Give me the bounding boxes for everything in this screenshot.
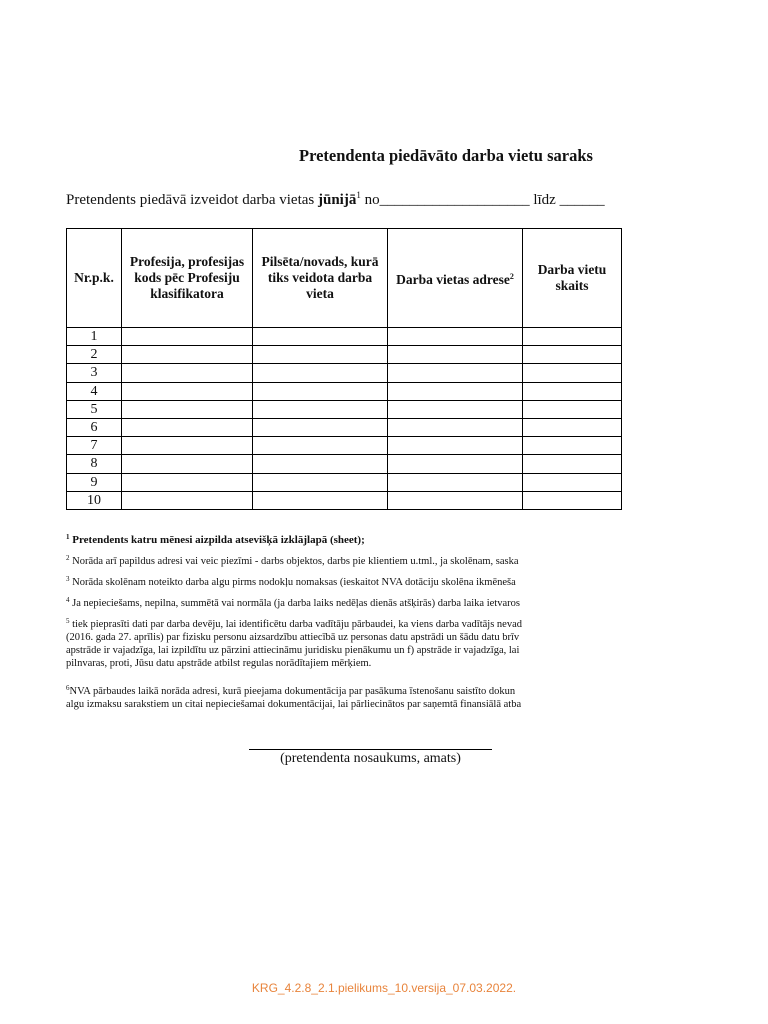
table-row [67, 382, 622, 400]
row-number-cell: 6 [67, 418, 122, 436]
profession-cell [122, 473, 253, 491]
footnote-2 [66, 552, 622, 568]
intro-month-sup: 1 [356, 190, 361, 200]
header-nr: Nr.p.k. [67, 229, 122, 328]
profession-cell [122, 455, 253, 473]
city-cell [253, 473, 388, 491]
footnote-1-text: Pretendents katru mēnesi aizpilda atsevišķā izklājlapā (sheet); [69, 534, 365, 546]
address-cell [388, 346, 523, 364]
table-body [67, 328, 622, 510]
footnote-6-line-1 [66, 682, 622, 698]
profession-cell [122, 346, 253, 364]
row-number-cell: 1 [67, 328, 122, 346]
city-cell [253, 382, 388, 400]
address-cell [388, 418, 523, 436]
row-number-cell: 5 [67, 400, 122, 418]
city-cell [253, 418, 388, 436]
footnote-5 [66, 615, 622, 670]
count-cell [523, 382, 622, 400]
profession-cell [122, 364, 253, 382]
address-cell [388, 364, 523, 382]
address-cell [388, 491, 523, 509]
city-cell [253, 346, 388, 364]
table-row [67, 346, 622, 364]
count-cell [523, 455, 622, 473]
footnote-1 [66, 531, 622, 547]
profession-cell [122, 400, 253, 418]
footnote-2-sup: 2 [66, 554, 70, 562]
row-number-cell: 4 [67, 382, 122, 400]
intro-month: jūnijā [318, 192, 357, 208]
city-cell [253, 364, 388, 382]
footnote-4-text: Ja nepieciešams, nepilna, summētā vai normāla (ja darba laiks nedēļas dienās atšķirās) darba laika ietvaros [69, 598, 520, 609]
city-cell [253, 400, 388, 418]
address-cell [388, 455, 523, 473]
table-row [67, 328, 622, 346]
header-address-label: Darba vietas adrese [396, 271, 510, 287]
footnote-5-line-3: apstrāde ir vajadzīga, lai izpildītu uz pārzini attiecināmu juridisku pienākumu un f) apstrāde ir vajadzīga, lai [66, 645, 520, 656]
table-row [67, 364, 622, 382]
table-row [67, 400, 622, 418]
table-row [67, 455, 622, 473]
footnote-5-sup: 5 [66, 617, 70, 625]
job-places-table [66, 228, 622, 510]
footnote-3-sup: 3 [66, 575, 70, 583]
footnote-6-line-2: algu izmaksu sarakstiem un citai nepieciešamai dokumentācijai, lai pārliecinātos par saņemtā finansiālā atba [66, 699, 522, 710]
footnote-3 [66, 573, 622, 589]
city-cell [253, 328, 388, 346]
signature-line [249, 749, 492, 750]
count-cell [523, 364, 622, 382]
header-address [388, 229, 523, 328]
row-number-cell: 7 [67, 437, 122, 455]
profession-cell [122, 437, 253, 455]
footnote-5-line-2: (2016. gada 27. aprīlis) par fizisku personu aizsardzību attiecībā uz personas datu apstrādi un šādu datu brīv [66, 632, 520, 643]
footnote-5-line-1 [66, 615, 622, 631]
address-cell [388, 400, 523, 418]
address-cell [388, 328, 523, 346]
header-profession: Profesija, profesijas kods pēc Profesiju klasifikatora [122, 229, 253, 328]
footnotes [66, 531, 622, 716]
header-count: Darba vietu skaits [523, 229, 622, 328]
table-row [67, 473, 622, 491]
footnote-4 [66, 594, 622, 610]
header-city: Pilsēta/novads, kurā tiks veidota darba vieta [253, 229, 388, 328]
city-cell [253, 491, 388, 509]
address-cell [388, 473, 523, 491]
profession-cell [122, 382, 253, 400]
footnote-5-line-4: pilnvaras, proti, Jūsu datu apstrāde atbilst regulas norādītajiem mērķiem. [66, 658, 372, 669]
address-cell [388, 382, 523, 400]
footnote-6-text-1: NVA pārbaudes laikā norāda adresi, kurā pieejama dokumentācija par pasākuma īstenošanu saistīto dokun [69, 686, 516, 697]
city-cell [253, 455, 388, 473]
footnote-6-sup: 6 [66, 684, 70, 692]
table-row [67, 491, 622, 509]
document-title: Pretendenta piedāvāto darba vietu saraks [299, 146, 593, 165]
profession-cell [122, 491, 253, 509]
intro-line [66, 190, 605, 209]
footnote-6 [66, 682, 622, 711]
city-cell [253, 437, 388, 455]
count-cell [523, 491, 622, 509]
count-cell [523, 437, 622, 455]
document-footer: KRG_4.2.8_2.1.pielikums_10.versija_07.03.2022. [251, 981, 517, 995]
profession-cell [122, 418, 253, 436]
row-number-cell: 10 [67, 491, 122, 509]
footnote-4-sup: 4 [66, 596, 70, 604]
count-cell [523, 400, 622, 418]
row-number-cell: 2 [67, 346, 122, 364]
row-number-cell: 3 [67, 364, 122, 382]
table-header-row [67, 229, 622, 328]
table-row [67, 418, 622, 436]
address-cell [388, 437, 523, 455]
intro-prefix: Pretendents piedāvā izveidot darba vietas [66, 192, 318, 208]
count-cell [523, 473, 622, 491]
row-number-cell: 9 [67, 473, 122, 491]
profession-cell [122, 328, 253, 346]
signature-caption: (pretendenta nosaukums, amats) [280, 751, 461, 766]
footnote-1-sup: 1 [66, 533, 70, 541]
count-cell [523, 346, 622, 364]
footnote-2-text: Norāda arī papildus adresi vai veic piezīmi - darbs objektos, darbs pie klientiem u.tml., ja skolēnam, saska [69, 556, 519, 567]
row-number-cell: 8 [67, 455, 122, 473]
table-row [67, 437, 622, 455]
count-cell [523, 418, 622, 436]
footnote-3-text: Norāda skolēnam noteikto darba algu pirms nodokļu nomaksas (ieskaitot NVA dotāciju skolēna ikmēneša [69, 577, 516, 588]
intro-date-range: no____________________ līdz ______ [360, 192, 605, 208]
footnote-5-text-1: tiek pieprasīti dati par darba devēju, lai identificētu darba vadītāju pārbaudei, ka viens darba vadītājs nevad [69, 619, 522, 630]
header-address-sup: 2 [509, 271, 514, 281]
count-cell [523, 328, 622, 346]
